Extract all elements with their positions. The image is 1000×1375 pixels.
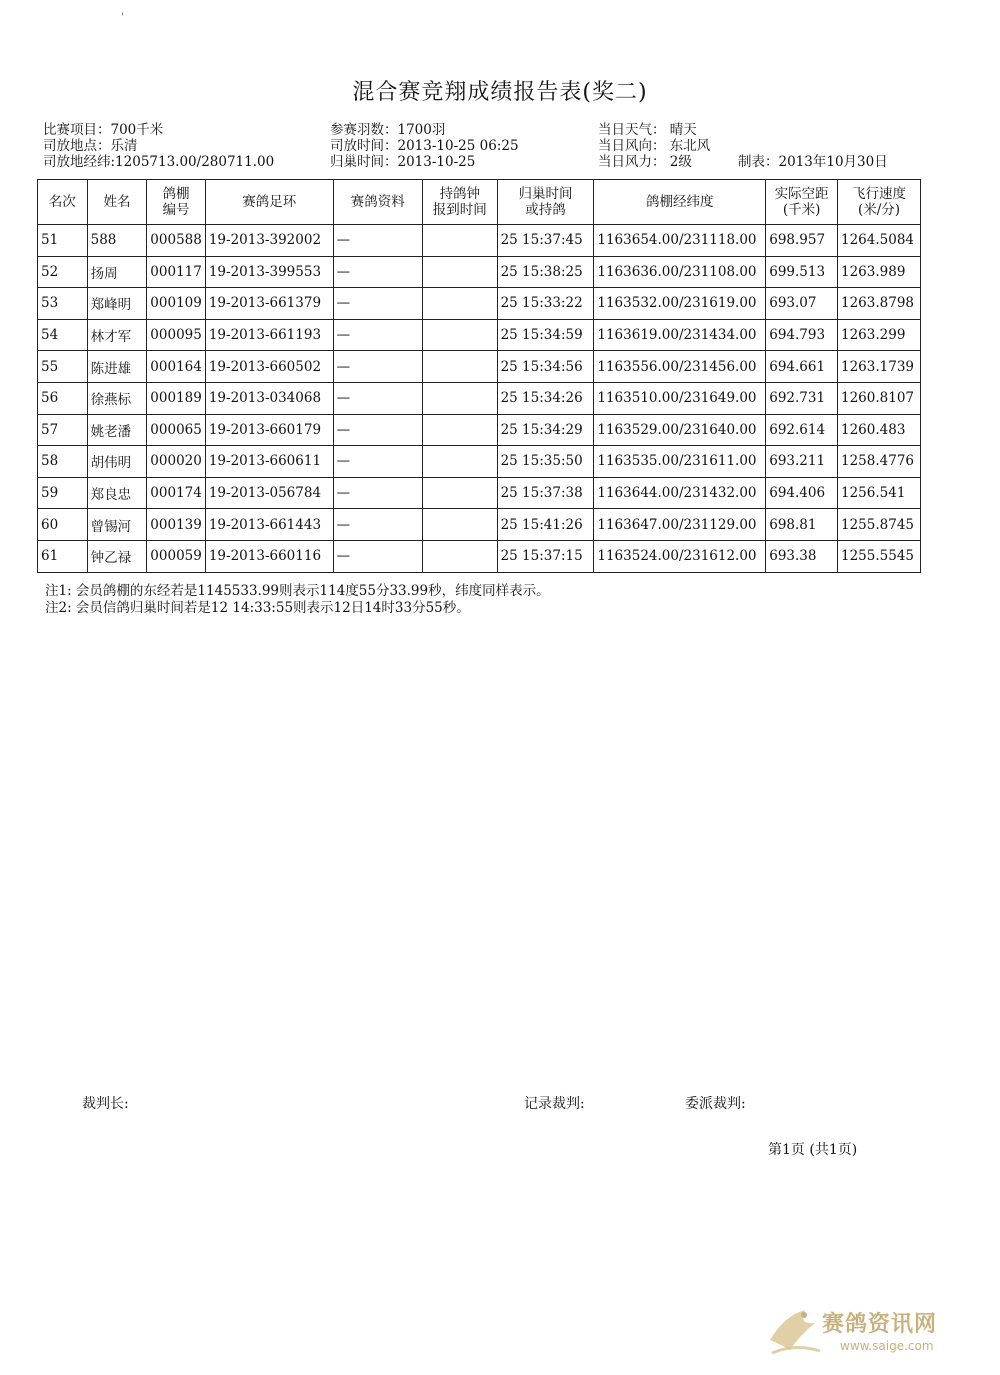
- table-body: [38, 225, 921, 573]
- table-cell: 54: [38, 319, 88, 351]
- table-cell: 1263.8798: [838, 288, 921, 320]
- table-cell: 1260.8107: [838, 382, 921, 414]
- table-cell: 53: [38, 288, 88, 320]
- column-header-line: 鸽棚: [162, 186, 190, 202]
- column-header: [205, 180, 333, 225]
- column-header-line: 编号: [162, 202, 190, 218]
- table-cell: [422, 446, 497, 478]
- table-row: [38, 446, 921, 478]
- table-cell: 陈进雄: [87, 351, 147, 383]
- table-cell: [422, 382, 497, 414]
- table-row: [38, 351, 921, 383]
- table-cell: —: [333, 414, 422, 446]
- table-cell: 000109: [147, 288, 206, 320]
- column-header: [497, 180, 594, 225]
- table-cell: 1163647.00/231129.00: [594, 509, 766, 541]
- table-cell: 51: [38, 225, 88, 257]
- table-cell: 1264.5084: [838, 225, 921, 257]
- table-cell: 55: [38, 351, 88, 383]
- table-cell: 693.211: [766, 446, 838, 478]
- table-cell: 25 15:37:38: [497, 477, 594, 509]
- header-race-item: 比赛项目：700千米: [43, 122, 164, 138]
- table-cell: [422, 509, 497, 541]
- table-cell: 徐燕标: [87, 382, 147, 414]
- chief-referee-label: 裁判长:: [82, 1096, 129, 1112]
- table-cell: —: [333, 509, 422, 541]
- table-cell: 扬周: [87, 256, 147, 288]
- header-entries: 参赛羽数：1700羽: [330, 122, 446, 138]
- column-header: [594, 180, 766, 225]
- table-cell: —: [333, 477, 422, 509]
- table-cell: 25 15:35:50: [497, 446, 594, 478]
- table-cell: 1163654.00/231118.00: [594, 225, 766, 257]
- table-cell: [422, 477, 497, 509]
- column-header-line: 或持鸽: [525, 202, 566, 218]
- column-header: [838, 180, 921, 225]
- table-cell: 1163535.00/231611.00: [594, 446, 766, 478]
- table-cell: 694.793: [766, 319, 838, 351]
- table-cell: 000065: [147, 414, 206, 446]
- table-cell: 1263.1739: [838, 351, 921, 383]
- column-header-line: 报到时间: [432, 202, 487, 218]
- table-cell: 1263.299: [838, 319, 921, 351]
- table-cell: 25 15:33:22: [497, 288, 594, 320]
- column-header: [766, 180, 838, 225]
- header-wind-force: 当日风力： 2级: [598, 154, 692, 170]
- table-cell: —: [333, 446, 422, 478]
- table-cell: 25 15:34:26: [497, 382, 594, 414]
- header-made-date: 制表：2013年10月30日: [738, 154, 888, 170]
- column-header: [87, 180, 147, 225]
- table-cell: 1255.5545: [838, 540, 921, 572]
- table-cell: 1163510.00/231649.00: [594, 382, 766, 414]
- table-cell: 000164: [147, 351, 206, 383]
- table-cell: 19-2013-661443: [205, 509, 333, 541]
- table-cell: 曾锡河: [87, 509, 147, 541]
- table-cell: 57: [38, 414, 88, 446]
- table-cell: 60: [38, 509, 88, 541]
- table-cell: 692.614: [766, 414, 838, 446]
- header-weather: 当日天气： 晴天: [598, 122, 697, 138]
- recording-referee-label: 记录裁判:: [524, 1096, 585, 1112]
- table-cell: 25 15:38:25: [497, 256, 594, 288]
- table-cell: 钟乙禄: [87, 540, 147, 572]
- table-cell: —: [333, 382, 422, 414]
- table-cell: 699.513: [766, 256, 838, 288]
- column-header-line: 飞行速度: [852, 186, 906, 202]
- table-cell: 694.406: [766, 477, 838, 509]
- table-cell: 000095: [147, 319, 206, 351]
- header-wind-direction: 当日风向： 东北风: [598, 138, 711, 154]
- table-cell: 25 15:34:29: [497, 414, 594, 446]
- table-cell: 19-2013-661193: [205, 319, 333, 351]
- table-cell: 52: [38, 256, 88, 288]
- table-cell: 59: [38, 477, 88, 509]
- table-row: [38, 509, 921, 541]
- table-cell: 19-2013-660116: [205, 540, 333, 572]
- table-cell: 19-2013-661379: [205, 288, 333, 320]
- table-cell: 25 15:41:26: [497, 509, 594, 541]
- page-number: 第1页 (共1页): [768, 1142, 858, 1158]
- header-return-time: 归巢时间：2013-10-25: [330, 154, 476, 170]
- table-cell: 693.07: [766, 288, 838, 320]
- table-cell: 61: [38, 540, 88, 572]
- table-row: [38, 477, 921, 509]
- table-cell: [422, 288, 497, 320]
- table-cell: [422, 225, 497, 257]
- table-cell: 1163619.00/231434.00: [594, 319, 766, 351]
- table-cell: 19-2013-056784: [205, 477, 333, 509]
- table-cell: 588: [87, 225, 147, 257]
- delegated-referee-label: 委派裁判:: [685, 1096, 746, 1112]
- table-cell: —: [333, 256, 422, 288]
- table-cell: 郑良忠: [87, 477, 147, 509]
- table-row: [38, 540, 921, 572]
- table-cell: 693.38: [766, 540, 838, 572]
- table-row: [38, 319, 921, 351]
- table-cell: 000139: [147, 509, 206, 541]
- header-release-place: 司放地点：乐清: [43, 138, 138, 154]
- table-cell: 25 15:37:45: [497, 225, 594, 257]
- table-cell: 698.957: [766, 225, 838, 257]
- table-cell: 000189: [147, 382, 206, 414]
- watermark-url: www.saige.com: [840, 1339, 934, 1353]
- table-cell: 19-2013-399553: [205, 256, 333, 288]
- table-header-row: [38, 180, 921, 225]
- table-row: [38, 382, 921, 414]
- table-cell: 1258.4776: [838, 446, 921, 478]
- column-header-line: 赛鸽足环: [242, 194, 297, 210]
- table-cell: —: [333, 351, 422, 383]
- table-cell: [422, 540, 497, 572]
- table-cell: —: [333, 225, 422, 257]
- table-cell: 1260.483: [838, 414, 921, 446]
- table-cell: 1163529.00/231640.00: [594, 414, 766, 446]
- table-cell: 1163524.00/231612.00: [594, 540, 766, 572]
- pigeon-logo-icon: [760, 1295, 830, 1365]
- table-cell: 1163644.00/231432.00: [594, 477, 766, 509]
- column-header-line: (米/分): [857, 202, 901, 218]
- table-cell: 1163532.00/231619.00: [594, 288, 766, 320]
- watermark-name: 赛鸽资讯网: [822, 1312, 938, 1337]
- column-header-line: 姓名: [103, 194, 131, 210]
- table-cell: 19-2013-392002: [205, 225, 333, 257]
- table-cell: 1163636.00/231108.00: [594, 256, 766, 288]
- table-cell: 698.81: [766, 509, 838, 541]
- table-cell: 1256.541: [838, 477, 921, 509]
- table-cell: 25 15:37:15: [497, 540, 594, 572]
- table-cell: 1255.8745: [838, 509, 921, 541]
- table-cell: 姚老潘: [87, 414, 147, 446]
- table-cell: —: [333, 319, 422, 351]
- notes: [45, 583, 550, 617]
- table-cell: 19-2013-660179: [205, 414, 333, 446]
- table-cell: 郑峰明: [87, 288, 147, 320]
- page-title: 混合赛竞翔成绩报告表(奖二): [352, 80, 648, 105]
- table-cell: 19-2013-660502: [205, 351, 333, 383]
- table-cell: [422, 414, 497, 446]
- column-header: [38, 180, 88, 225]
- site-watermark: [760, 1295, 970, 1365]
- table-cell: 19-2013-034068: [205, 382, 333, 414]
- table-cell: —: [333, 288, 422, 320]
- table-cell: 25 15:34:56: [497, 351, 594, 383]
- table-cell: [422, 351, 497, 383]
- table-row: [38, 414, 921, 446]
- column-header: [333, 180, 422, 225]
- header-release-coords: 司放地经纬:1205713.00/280711.00: [43, 154, 275, 170]
- note-1: 注1: 会员鸽棚的东经若是1145533.99则表示114度55分33.99秒，纬度同样表示。: [45, 583, 550, 599]
- table-cell: [422, 256, 497, 288]
- column-header-line: 实际空距: [774, 186, 829, 202]
- note-2: 注2: 会员信鸽归巢时间若是12 14:33:55则表示12日14时33分55秒。: [45, 600, 470, 616]
- table-row: [38, 256, 921, 288]
- table-row: [38, 288, 921, 320]
- column-header-line: 名次: [48, 194, 76, 210]
- column-header-line: (千米): [782, 202, 821, 218]
- table-cell: 000174: [147, 477, 206, 509]
- table-cell: 692.731: [766, 382, 838, 414]
- table-cell: 56: [38, 382, 88, 414]
- table-cell: [422, 319, 497, 351]
- column-header-line: 持鸽钟: [439, 186, 480, 202]
- table-cell: —: [333, 540, 422, 572]
- column-header: [147, 180, 206, 225]
- table-cell: 19-2013-660611: [205, 446, 333, 478]
- table-cell: 000117: [147, 256, 206, 288]
- table-cell: 胡伟明: [87, 446, 147, 478]
- table-cell: 000020: [147, 446, 206, 478]
- table-row: [38, 225, 921, 257]
- column-header-line: 归巢时间: [518, 186, 573, 202]
- table-cell: 000588: [147, 225, 206, 257]
- scan-mark: ': [121, 12, 124, 23]
- table-cell: 694.661: [766, 351, 838, 383]
- table-cell: 58: [38, 446, 88, 478]
- table-cell: 1163556.00/231456.00: [594, 351, 766, 383]
- table-cell: 1263.989: [838, 256, 921, 288]
- table-cell: 000059: [147, 540, 206, 572]
- results-table: [37, 179, 921, 573]
- header-release-time: 司放时间：2013-10-25 06:25: [330, 138, 519, 154]
- column-header: [422, 180, 497, 225]
- table-cell: 25 15:34:59: [497, 319, 594, 351]
- column-header-line: 赛鸽资料: [350, 194, 405, 210]
- table-cell: 林才军: [87, 319, 147, 351]
- column-header-line: 鸽棚经纬度: [646, 194, 714, 210]
